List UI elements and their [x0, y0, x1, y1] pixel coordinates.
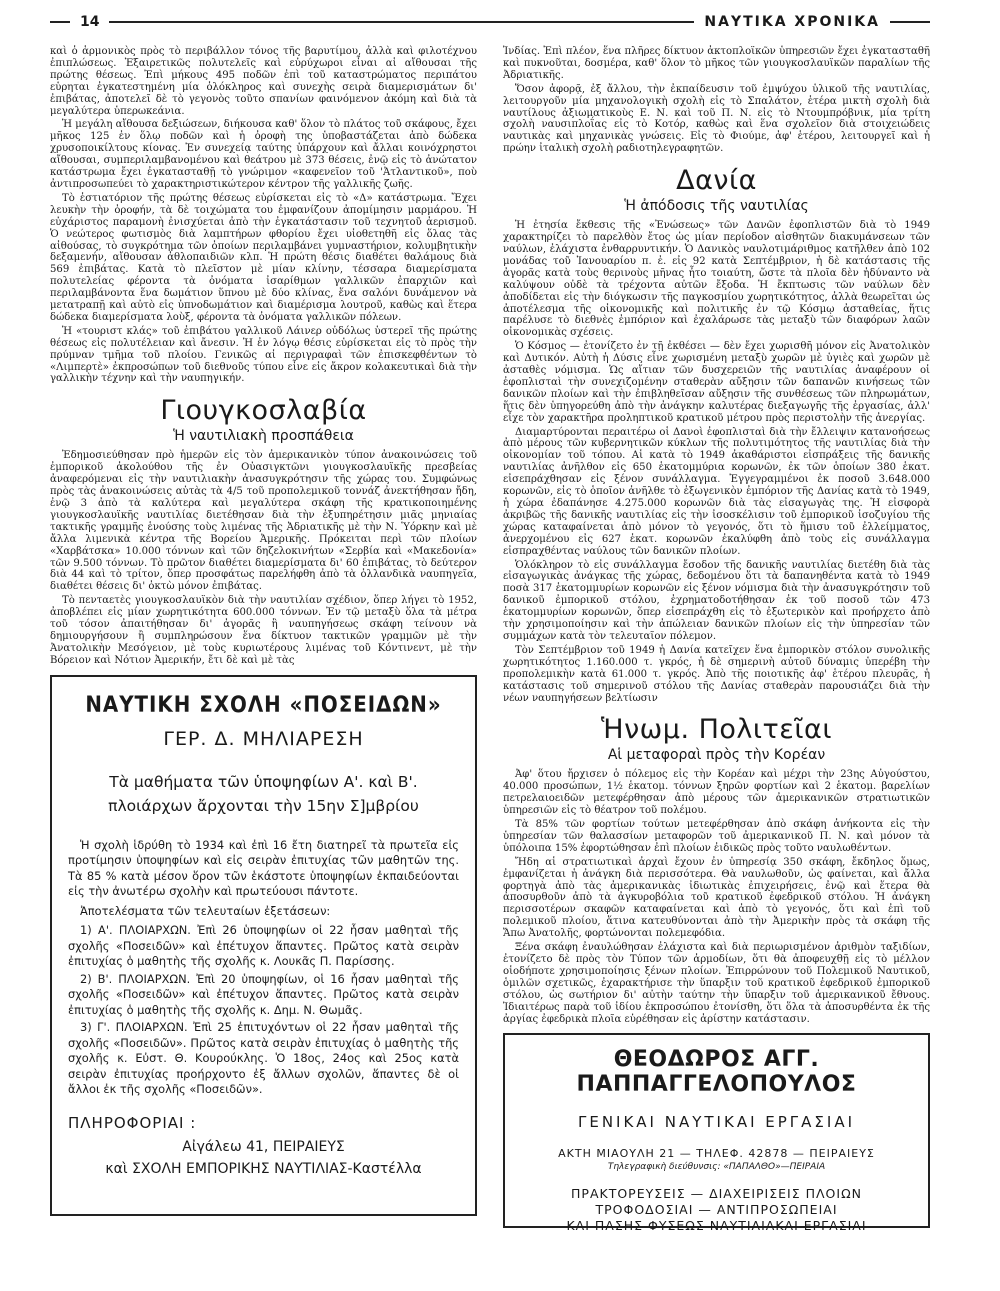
- article-paragraph: Ξένα σκάφη ἐναυλώθησαν ἐλάχιστα καὶ διὰ περιωρισμένον ἀριθμὸν ταξιδίων, ἐτονίζετο δὲ πρὸς τὸν Τύπον τῶν ἁρμοδίων, ὅτι θὰ ἀποφευχθῇ εἰς τὸ μέλλον οἱοδήποτε χρησιμοποίησις ξένων πλοίων. Ἐπιρρώνουν τοῦ Πολεμικοῦ Ναυτικοῦ, ὁμιλῶν σχετικῶς, ἐχαρακτήρισε τὴν ὕπαρξιν τοῦ κρατικοῦ ἐφεδρικοῦ ἐμπορικοῦ στόλου, ὡς σωτήριον δι' αὐτὴν ταύτην τὴν ὕπαρξιν τοῦ ἀμερικανικοῦ ἔθνους. Ἰδιαιτέρως παρὰ τοῦ ἰδίου ἐκπροσώπου ἐτονίσθη, ὅτι ὅλα τὰ ἀποσυρθέντα ἐκ τῆς ἀργίας ἐφεδρικὰ πλοῖα εὑρέθησαν εἰς ἀρίστην κατάστασιν.: [503, 942, 930, 1025]
- article-paragraph: Ἀφ' ὅτου ἤρχισεν ὁ πόλεμος εἰς τὴν Κορέαν καὶ μέχρι τὴν 23ης Αὐγούστου, 40.000 προσώπων, 1½ ἑκατομ. τόννων ξηρῶν φορτίων καὶ 2 ἑκατομ. βαρελίων πετρελαιοειδῶν μετεφέρθησαν ἀπὸ μέρους τῶν ἀμερικανικῶν στρατιωτικῶν ὑπηρεσιῶν εἰς τὸ θέατρον τοῦ πολέμου.: [503, 769, 930, 817]
- ad-trade: ΓΕΝΙΚΑΙ ΝΑΥΤΙΚΑΙ ΕΡΓΑΣΙΑΙ: [577, 1113, 856, 1132]
- masthead: [50, 8, 930, 36]
- ad-notice-line: Τὰ μαθήματα τῶν ὑποψηφίων Α'. καὶ Β'.: [109, 772, 418, 791]
- ad-address: [68, 1136, 459, 1180]
- advertisement-papaggelopoulos: [503, 1033, 930, 1234]
- section-subheading-yugoslavia: Ἡ ναυτιλιακὴ προσπάθεια: [173, 428, 354, 445]
- section-subheading-denmark: Ἡ ἀπόδοσις τῆς ναυτιλίας: [624, 198, 809, 215]
- ad-notice: [68, 770, 459, 818]
- article-paragraph: Ἐδημοσιεύθησαν πρὸ ἡμερῶν εἰς τὸν ἀμερικανικὸν τύπον ἀνακοινώσεις τοῦ ἐμπορικοῦ ἀκολούθου τῆς ἐν Οὐασιγκτῶνι γιουγκοσλαυϊκῆς πρεσβείας ἀναφερόμεναι εἰς τὴν ναυτιλιακὴν ἀνασυγκρότησιν τῆς χώρας του. Συμφώνως πρὸς τὰς ἀνακοινώσεις αὐτὰς τὰ 4/5 τοῦ προπολεμικοῦ τοννάζ ἀνεκτήθησαν ἤδη, ἐνῷ 3 ἀπὸ τὰ καλύτερα καὶ μεγαλύτερα σκάφη τῆς κρατικοποιημένης γιουγκοσλαυϊκῆς ναυτιλίας διετέθησαν διὰ τὴν ἐξυπηρέτησιν μιᾶς μηνιαίας τακτικῆς γραμμῆς ἑνούσης τοὺς λιμένας τῆς Ἀδριατικῆς μὲ τὴν Ν. Ὑόρκην καὶ μὲ ἄλλα λιμενικὰ κέντρα τῆς Βορείου Ἀμερικῆς. Πρόκειται περὶ τῶν πλοίων «Χαρβάτσκα» 10.000 τόννων καὶ τῶν δηζελοκινήτων «Σερβία καὶ «Μακεδονία» τῶν 9.500 τόννων. Τὸ πρῶτον διαθέτει διαμερίσματα δι' 60 ἐπιβάτας, τὸ δεύτερον διὰ 44 καὶ τὸ τρίτον, ὅπερ προσφάτως παρελήφθη ἀπὸ τὰ ὁλλανδικὰ ναυπηγεῖα, διαθέτει θέσεις δι' ὀκτὼ μόνον ἐπιβάτας.: [50, 450, 477, 593]
- section-subheading-usa: Αἱ μεταφοραὶ πρὸς τὴν Κορέαν: [607, 747, 826, 764]
- ad-services: [519, 1186, 914, 1234]
- ad-results-label: Ἀποτελέσματα τῶν τελευταίων ἐξετάσεων:: [80, 903, 331, 918]
- section-heading-usa: Ἡνωμ. Πολιτεῖαι: [601, 714, 832, 746]
- ad-address-line: Αἰγάλεω 41, ΠΕΙΡΑΙΕΥΣ: [182, 1138, 345, 1155]
- ad-intro: Ἡ σχολὴ ἱδρύθη τὸ 1934 καὶ ἐπὶ 16 ἔτη διατηρεῖ τὰ πρωτεῖα εἰς προτίμησιν ὑποψηφίων καὶ εἰς σειρὰν ἐπιτυχίας τῶν μαθητῶν της. Τὰ 85 % κατὰ μέσον ὅρον τῶν ἑκάστοτε ὑποψηφίων ἐκπαιδεύονται εἰς τὴν ἀνωτέρω σχολὴν καὶ πρωτεύουσι πάντοτε.: [68, 837, 459, 899]
- ad-service-line: ΤΡΟΦΟΔΟΣΙΑΙ — ΑΝΤΙΠΡΟΣΩΠΕΙΑΙ: [595, 1202, 838, 1218]
- masthead-rule-middle: [109, 21, 694, 23]
- masthead-rule-right: [890, 21, 930, 23]
- ad-telegraph: Τηλεγραφικὴ διεύθυνσις: «ΠΑΠΑΛΘΟ»—ΠΕΙΡΑΙΑ: [607, 1162, 826, 1173]
- ad-address-line: ΑΚΤΗ ΜΙΑΟΥΛΗ 21 — ΤΗΛΕΦ. 42878 — ΠΕΙΡΑΙΕΥΣ: [558, 1147, 875, 1161]
- article-paragraph: Ὅσον ἀφορᾷ, ἐξ ἄλλου, τὴν ἐκπαίδευσιν τοῦ ἐμψύχου ὑλικοῦ τῆς ναυτιλίας, λειτουργοῦν μία μηχανολογικὴ σχολὴ εἰς τὸ Σπαλάτον, ἑτέρα μικτὴ σχολὴ διὰ ναυτίλους ἀξιωματικοὺς Ε. Ν. καὶ τοῦ Π. Ν. εἰς τὸ Ντουμπρόβνικ, μία τρίτη σχολὴ ναυσιπλοΐας εἰς τὸ Κοτόρ, καθὼς καὶ ἕνα σχολεῖον διὰ στοιχειώδεις ναυτικὰς καὶ μηχανικὰς γνώσεις. Εἰς τὸ Φιούμε, ἀφ' ἑτέρου, λειτουργεῖ καὶ ἡ πρώην ἰταλικὴ σχολὴ ραδιοτηλεγραφητῶν.: [503, 83, 930, 155]
- ad-service-line: ΠΡΑΚΤΟΡΕΥΣΕΙΣ — ΔΙΑΧΕΙΡΙΣΕΙΣ ΠΛΟΙΩΝ: [571, 1186, 862, 1202]
- ad-result-item: 2) Β'. ΠΛΟΙΑΡΧΩΝ. Ἐπὶ 20 ὑποψηφίων, οἱ 16 ἦσαν μαθηταὶ τῆς σχολῆς «Ποσειδῶν» καὶ ἐπέτυχον ἅπαντες. Πρῶτος κατὰ σειρὰν ἐπιτυχίας ὁ μαθητὴς τῆς σχολῆς κ. Δημ. Ν. Θωμᾶς.: [68, 971, 459, 1017]
- article-paragraph: Διαμαρτύρονται περαιτέρω οἱ Δανοὶ ἐφοπλισταὶ διὰ τὴν ἔλλειψιν κατανοήσεως ἀπὸ μέρους τῶν κυβερνητικῶν κύκλων τῆς πολυτιμότητος τῆς ναυτιλίας διὰ τὴν οἰκονομίαν τοῦ τόπου. Αἱ κατὰ τὸ 1949 ἀκαθάριστοι εἰσπράξεις τῆς δανικῆς ναυτιλίας ἀνῆλθον εἰς 650 ἑκατομμύρια κορωνῶν, ἐκ τῶν ὁποίων 380 ἑκατ. εἰσεπράχθησαν εἰς ξένον συνάλλαγμα. Ἐγγεγραμμένοι ἐκ ποσοῦ 3.648.000 κορωνῶν, εἰς τὸ ὁποῖον ἀνῆλθε τὸ ἐξωγενικὸν ἐμπόριον τῆς Δανίας κατὰ τὸ 1949, ἡ χώρα ἐδαπάνησε 4.275.000 κορωνῶν διὰ τὰς εἰσαγωγὰς της. Ἡ εἰσφορὰ ἀκριβῶς τῆς δανικῆς ναυτιλίας εἰς τὴν ἰσοσκέλισιν τοῦ ἐμπορικοῦ ἰσοζυγίου τῆς χώρας καταφαίνεται ἀπὸ μόνον τὸ γεγονός, ὅτι τὸ ἥμισυ τοῦ ἐλλείμματος, ἀνερχομένου εἰς 627 ἑκατ. κορωνῶν ἐκαλύφθη ἀπὸ τοὺς εἰς συνάλλαγμα εἰσπραχθέντας ναύλους τῶν δανικῶν πλοίων.: [503, 426, 930, 557]
- section-heading-yugoslavia: Γιουγκοσλαβία: [160, 395, 367, 427]
- ad-service-line: ΚΑΙ ΠΑΣΗΣ ΦΥΣΕΩΣ ΝΑΥΤΙΛΙΑΚΑΙ ΕΡΓΑΣΙΑΙ: [566, 1218, 867, 1234]
- ad-result-item: 3) Γ'. ΠΛΟΙΑΡΧΩΝ. Ἐπὶ 25 ἐπιτυχόντων οἱ 22 ἦσαν μαθηταὶ τῆς σχολῆς «Ποσειδῶν». Πρῶτος κατὰ σειρὰν ἐπιτυχίας ὁ μαθητὴς τῆς σχολῆς κ. Εὐστ. Θ. Κουρούκλης. Ὁ 18ος, 24ος καὶ 25ος κατὰ σειρὰν ἐπιτυχίας προήρχοντο ἐξ ἄλλων σχολῶν, ἅπαντες δὲ οἱ ἄλλοι ἐκ τῆς σχολῆς «Ποσειδῶν».: [68, 1020, 459, 1097]
- columns: [50, 46, 930, 1234]
- article-paragraph: Τὰ 85% τῶν φορτίων τούτων μετεφέρθησαν ἀπὸ σκάφη ἀνήκοντα εἰς τὴν ὑπηρεσίαν τῶν θαλασσίων μεταφορῶν τοῦ ἀμερικανικοῦ Π. Ν. καὶ μόνον τὰ ὑπόλοιπα 15% ἐφορτώθησαν ἐπὶ πλοίων ἐιδικῶς πρὸς τοῦτο ναυλωθέντων.: [503, 819, 930, 854]
- ad-owner-name: ΓΕΡ. Δ. ΜΗΛΙΑΡΕΣΗ: [163, 727, 364, 750]
- article-paragraph: Ἡ ἐτησία ἔκθεσις τῆς «Ἐνώσεως» τῶν Δανῶν ἐφοπλιστῶν διὰ τὸ 1949 χαρακτηρίζει τὸ παρελθὸν ἔτος ὡς μίαν περίοδον αἰσθητῶν διακυμάνσεων τῶν ναύλων, ἐλάχιστα ἐνθαρρυντικήν. Ὁ Δανικὸς ναυλοτιμάριθμος κατῆλθεν ἀπὸ 102 μονάδας τοῦ Ἰανουαρίου π. ἐ. εἰς 92 κατὰ Σεπτέμβριον, ἡ δὲ κατάστασις τῆς ἀγορᾶς κατὰ τοὺς θερινοὺς μῆνας ἦτο τοιαύτη, ὥστε τὰ πλοῖα δὲν ἠδύναντο νὰ καλύψουν οὐδὲ τὰ τρέχοντα αὐτῶν ἔξοδα. Ἡ ἔκπτωσις τῶν ναύλων δὲν ἀποδίδεται εἰς τὴν διόγκωσιν τῆς παγκοσμίου χωρητικότητος, ἀλλὰ θεωρεῖται ὡς ἀποτέλεσμα τῆς οἰκονομικῆς καὶ πολιτικῆς ἐν τῷ Κόσμῳ ἀσταθείας, ἥτις παρέλυσε τὸ διεθνὲς ἐμπόριον καὶ ἐχαλάρωσε τὰς μεταξὺ τῶν διαφόρων λαῶν οἰκονομικὰς σχέσεις.: [503, 220, 930, 339]
- article-paragraph: Τὸ πενταετὲς γιουγκοσλαυϊκὸν διὰ τὴν ναυτιλίαν σχέδιον, ὅπερ λήγει τὸ 1952, ἀποβλέπει εἰς μίαν χωρητικότητα 600.000 τόννων. Ἐν τῷ μεταξὺ ὅλα τὰ μέτρα τοῦ τόσον ἀπαιτήθησαν δι' ἀγορᾶς ἢ ναυπηγήσεως σκάφη τείνουν νὰ δημιουργήσουν ἢ συμπληρώσουν ἕνα δίκτυον τακτικῶν γραμμῶν μὲ τὴν Ἀνατολικὴν Μεσόγειον, μὲ τοὺς κυριωτέρους λιμένας τοῦ Κόντινεντ, μὲ τὴν Βόρειον καὶ Νότιον Ἀμερικήν, ἔτι δὲ καὶ μὲ τὰς: [50, 595, 477, 666]
- ad-result-item: 1) Α'. ΠΛΟΙΑΡΧΩΝ. Ἐπὶ 26 ὑποψηφίων οἱ 22 ἦσαν μαθηταὶ τῆς σχολῆς «Ποσειδῶν» καὶ ἐπέτυχον ἅπαντες. Πρῶτος κατὰ σειρὰν ἐπιτυχίας ὁ μαθητὴς τῆς σχολῆς κ. Λουκᾶς Π. Παρίσσης.: [68, 923, 459, 969]
- ad-body: [68, 838, 459, 1098]
- article-paragraph: Ὁ Κόσμος — ἐτονίζετο ἐν τῇ ἐκθέσει — δὲν ἔχει χωρισθῆ μόνον εἰς Ἀνατολικὸν καὶ Δυτικόν. Αὐτὴ ἡ Δύσις εἶνε χωρισμένη μεταξὺ χωρῶν μὲ ὑγιὲς καὶ χωρῶν μὲ ἀσταθὲς νόμισμα. Ὡς αἴτιαν τῶν δυσχερειῶν τῆς ναυτιλίας ἀναφέρουν οἱ ἐφοπλισταὶ τὴν συνεχιζομένην σταθερὰν αὔξησιν τῶν δαπανῶν κινήσεως τῶν δανικῶν πλοίων καὶ τὴν ἐπιβληθεῖσαν αὔξησιν τῆς συνθέσεως τῶν πληρωμάτων, ἥτις δὲν ὑπηγορεύθη ἀπὸ τὴν ἀνάγκην καλυτέρας διεξαγωγῆς τῆς ἐργασίας, ἀλλ' εἶχε τὸν χαρακτῆρα προληπτικοῦ κρατικοῦ μέτρου πρὸς περιστολὴν τῆς ἀνεργίας.: [503, 341, 930, 424]
- left-column: [50, 46, 477, 1228]
- article-paragraph: Ὁλόκληρον τὸ εἰς συνάλλαγμα ἔσοδον τῆς δανικῆς ναυτιλίας διετέθη διὰ τὰς εἰσαγωγικὰς ἀνάγκας τῆς χώρας, δεδομένου ὅτι τὰ δαπανηθέντα κατὰ τὸ 1949 ποσὰ 317 ἑκατομμυρίων κορωνῶν εἰς ξένον νόμισμα διὰ τὴν ἀνασυγκρότησιν τοῦ δανικοῦ ἐμπορικοῦ στόλου, ἐχρηματοδοτήθησαν ἐκ τοῦ ποσοῦ τῶν 473 ἑκατομμυρίων κορωνῶν, ὅπερ εἰσεπράχθη εἰς τὸ ἐξωτερικὸν καὶ προήρχετο ἀπὸ τὴν χρησιμοποίησιν καὶ τὴν ἀπώλειαν δανικῶν πλοίων εἰς τὴν ὑπηρεσίαν τῶν συμμάχων κατὰ τὸν τελευταῖον πόλεμον.: [503, 559, 930, 642]
- ad-address-line: καὶ ΣΧΟΛΗ ΕΜΠΟΡΙΚΗΣ ΝΑΥΤΙΛΙΑΣ-Καστέλλα: [105, 1160, 422, 1177]
- article-paragraph: Τὸ ἑστιατόριον τῆς πρώτης θέσεως εὑρίσκεται εἰς τὸ «Δ» κατάστρωμα. Ἔχει λευκὴν τὴν ὀροφήν, τὰ δὲ τοιχώματα του ἐμφανίζουν ἀπομίμησιν μαρμάρου. Ἡ εὐχάριστος παραμονὴ ἐνισχύεται ἀπὸ τὴν ἐγκατάστασιν τοῦ τεχνητοῦ ἀερισμοῦ. Ὁ νεώτερος φωτισμὸς διὰ λαμπτήρων φθορίου ἔχει υἱοθετηθῆ εἰς ὅλας τὰς αἰθούσας, τὸ συγκρότημα τῶν ὁποίων περιλαμβάνει γυμναστήριον, κολυμβητικὴν δεξαμενήν, αἴθουσαν ἀθλοπαιδιῶν κλπ. Ἡ πρώτη θέσις διαθέτει θαλάμους διὰ 569 ἐπιβάτας. Κατὰ τὸ πλεῖστον μὲ μίαν κλίνην, τέσσαρα διαμερίσματα πολυτελείας φέροντα τὰ ὀνόματα ἰσαρίθμων γαλλικῶν ἐπαρχιῶν καὶ περιλαμβάνοντα ἕνα δωμάτιον ὕπνου μὲ δύο κλίνας, ἕνα σαλόνι δυνάμενον νὰ μετατραπῇ καὶ αὐτὸ εἰς ὑπνοδωμάτιον καὶ διαμέρισμα λουτροῦ, καθὼς καὶ ἕτερα δώδεκα διαμερίσματα λοὺξ, φέροντα τὰ ὀνόματα γαλλικῶν πόλεων.: [50, 192, 477, 323]
- article-paragraph: καὶ ὁ ἁρμονικὸς πρὸς τὸ περιβάλλον τόνος τῆς βαρυτίμου, ἀλλὰ καὶ φιλοτέχνου ἐπιπλώσεως. Ἐξαιρετικῶς πολυτελεῖς καὶ εὐρύχωροι εἶναι αἱ αἴθουσαι τῆς πρώτης θέσεως. Ἐπὶ μήκους 495 ποδῶν ἐπὶ τοῦ καταστρώματος περιπάτου εὑρηται ἐγκατεστημένη μία ὁλόκληρος καὶ συνεχὴς σειρὰ διαμερισμάτων δι' ἐπιβάτας, ἀποτελεῖ δὲ τὸ γεγονὸς τοῦτο σπανίων φαινόμενον ἀκόμη καὶ διὰ τὰ μεγαλύτερα ὑπερωκεάνια.: [50, 46, 477, 117]
- ad-company-name: ΘΕΟΔΩΡΟΣ ΑΓΓ. ΠΑΠΠΑΓΓΕΛΟΠΟΥΛΟΣ: [576, 1047, 857, 1098]
- article-paragraph: Τὸν Σεπτέμβριον τοῦ 1949 ἡ Δανία κατεῖχεν ἕνα ἐμπορικὸν στόλον συνολικῆς χωρητικότητος 1.160.000 τ. γκρός, ἡ δὲ σημερινὴ αὐτοῦ δύναμις ὑπερέβη τὴν προπολεμικὴν κατὰ 61.000 τ. γκρός. Ἀπὸ τῆς ποιοτικῆς ἀφ' ἑτέρου πλευρᾶς, ἡ κατάστασις τοῦ σημερινοῦ στόλου τῆς Δανίας σταθερὰν παρουσιάζει διὰ τὴν νέων ναυπηγήσεων βελτίωσιν: [503, 644, 930, 704]
- page-number: 14: [80, 14, 100, 30]
- article-paragraph: Ἤδη αἱ στρατιωτικαὶ ἀρχαὶ ἔχουν ἐν ὑπηρεσίᾳ 350 σκάφη, ἔκδηλος ὅμως, ἐμφανίζεται ἡ ἀνάγκη διὰ περισσότερα. Θὰ ναυλωθοῦν, ὡς φαίνεται, καὶ ἄλλα φορτηγὰ ἀπὸ τὰς ἀμερικανικὰς ἰδιωτικὰς ἐπιχειρήσεις, ἐνῷ καὶ ἕτερα θὰ ἀποσυρθοῦν ἀπὸ τὰ ἀγκυροβόλια τοῦ κρατικοῦ ἐφεδρικοῦ στόλου. Ἡ ἀνάγκη περισσοτέρων σκαφῶν καταφαίνεται καὶ ἀπὸ τὸ γεγονός, ὅτι καὶ ἐπὶ τοῦ πολεμικοῦ πλοίου, ἅτινα κατευθύνονται ἀπὸ τὴν Ἀμερικὴν πρὸς τὰ σκάφη τῆς Ἄπω Ἀνατολῆς, φορτώνονται πολεμεφόδια.: [503, 856, 930, 940]
- article-paragraph: Ἡ «τουριστ κλάς» τοῦ ἐπιβάτου γαλλικοῦ Λάινερ οὐδόλως ὑστερεῖ τῆς πρώτης θέσεως εἰς πολυτέλειαν καὶ ἄνεσιν. Ἡ ἐν λόγῳ θέσις εὑρίσκεται εἰς τὸ πρὸς τὴν πρύμναν τμῆμα τοῦ πλοίου. Γενικῶς αἱ περιγραφαὶ τῶν ἐπισκεφθέντων τὸ «Λιμπερτὲ» ἐκπροσώπων τοῦ διεθνοῦς τύπου εἶνε εἰς ἄκρον κολακευτικαὶ διὰ τὴν γαλλικὴν τέχνην καὶ τὴν ναυπηγικήν.: [50, 325, 477, 385]
- section-heading-denmark: Δανία: [676, 165, 757, 197]
- ad-school-name: ΝΑΥΤΙΚΗ ΣΧΟΛΗ «ΠΟΣΕΙΔΩΝ»: [85, 692, 442, 718]
- advertisement-poseidon: [50, 675, 477, 1216]
- masthead-rule-left: [50, 21, 70, 23]
- right-column: [503, 46, 930, 1234]
- ad-notice-line: πλοιάρχων ἄρχονται τὴν 15ην Σ]μβρίου: [108, 796, 419, 815]
- ad-info-label: ΠΛΗΡΟΦΟΡΙΑΙ :: [68, 1113, 197, 1132]
- article-paragraph: Ἰνδίας. Ἐπὶ πλέον, ἕνα πλῆρες δίκτυον ἀκτοπλοϊκῶν ὑπηρεσιῶν ἔχει ἐγκατασταθῆ καὶ πυκνοῦται, δοσμέρα, καθ' ὅλον τὸ μῆκος τῶν γιουγκοσλαυϊκῶν παραλίων τῆς Ἀδριατικῆς.: [503, 46, 930, 81]
- journal-title: ΝΑΥΤΙΚΑ ΧΡΟΝΙΚΑ: [704, 14, 880, 30]
- article-paragraph: Ἡ μεγάλη αἴθουσα δεξιώσεων, διήκουσα καθ' ὅλον τὸ πλάτος τοῦ σκάφους, ἔχει μῆκος 125 ἐν ὅλῳ ποδῶν καὶ ἡ ὀροφὴ της ὑποβαστάζεται ἀπὸ δώδεκα χρυσοποικίλτους κίονας. Ἐν συνεχείᾳ ταύτης ὑπάρχουν καὶ ἄλλαι κοινόχρηστοι αἴθουσαι, συμπεριλαμβανομένου καὶ θεάτρου μὲ 373 θέσεις, ἐνῷ εἰς τὸ ἀνώτατον κατάστρωμα ἔχει ἐγκατασταθῇ τὸ γνώριμον «καφενεῖον τοῦ 'Ἀτλαντικοῦ», ποὺ ἀντιπροσωπεύει τὸ χαρακτηριστικώτερον κέντρον τῆς γαλλικῆς ζωῆς.: [50, 119, 477, 190]
